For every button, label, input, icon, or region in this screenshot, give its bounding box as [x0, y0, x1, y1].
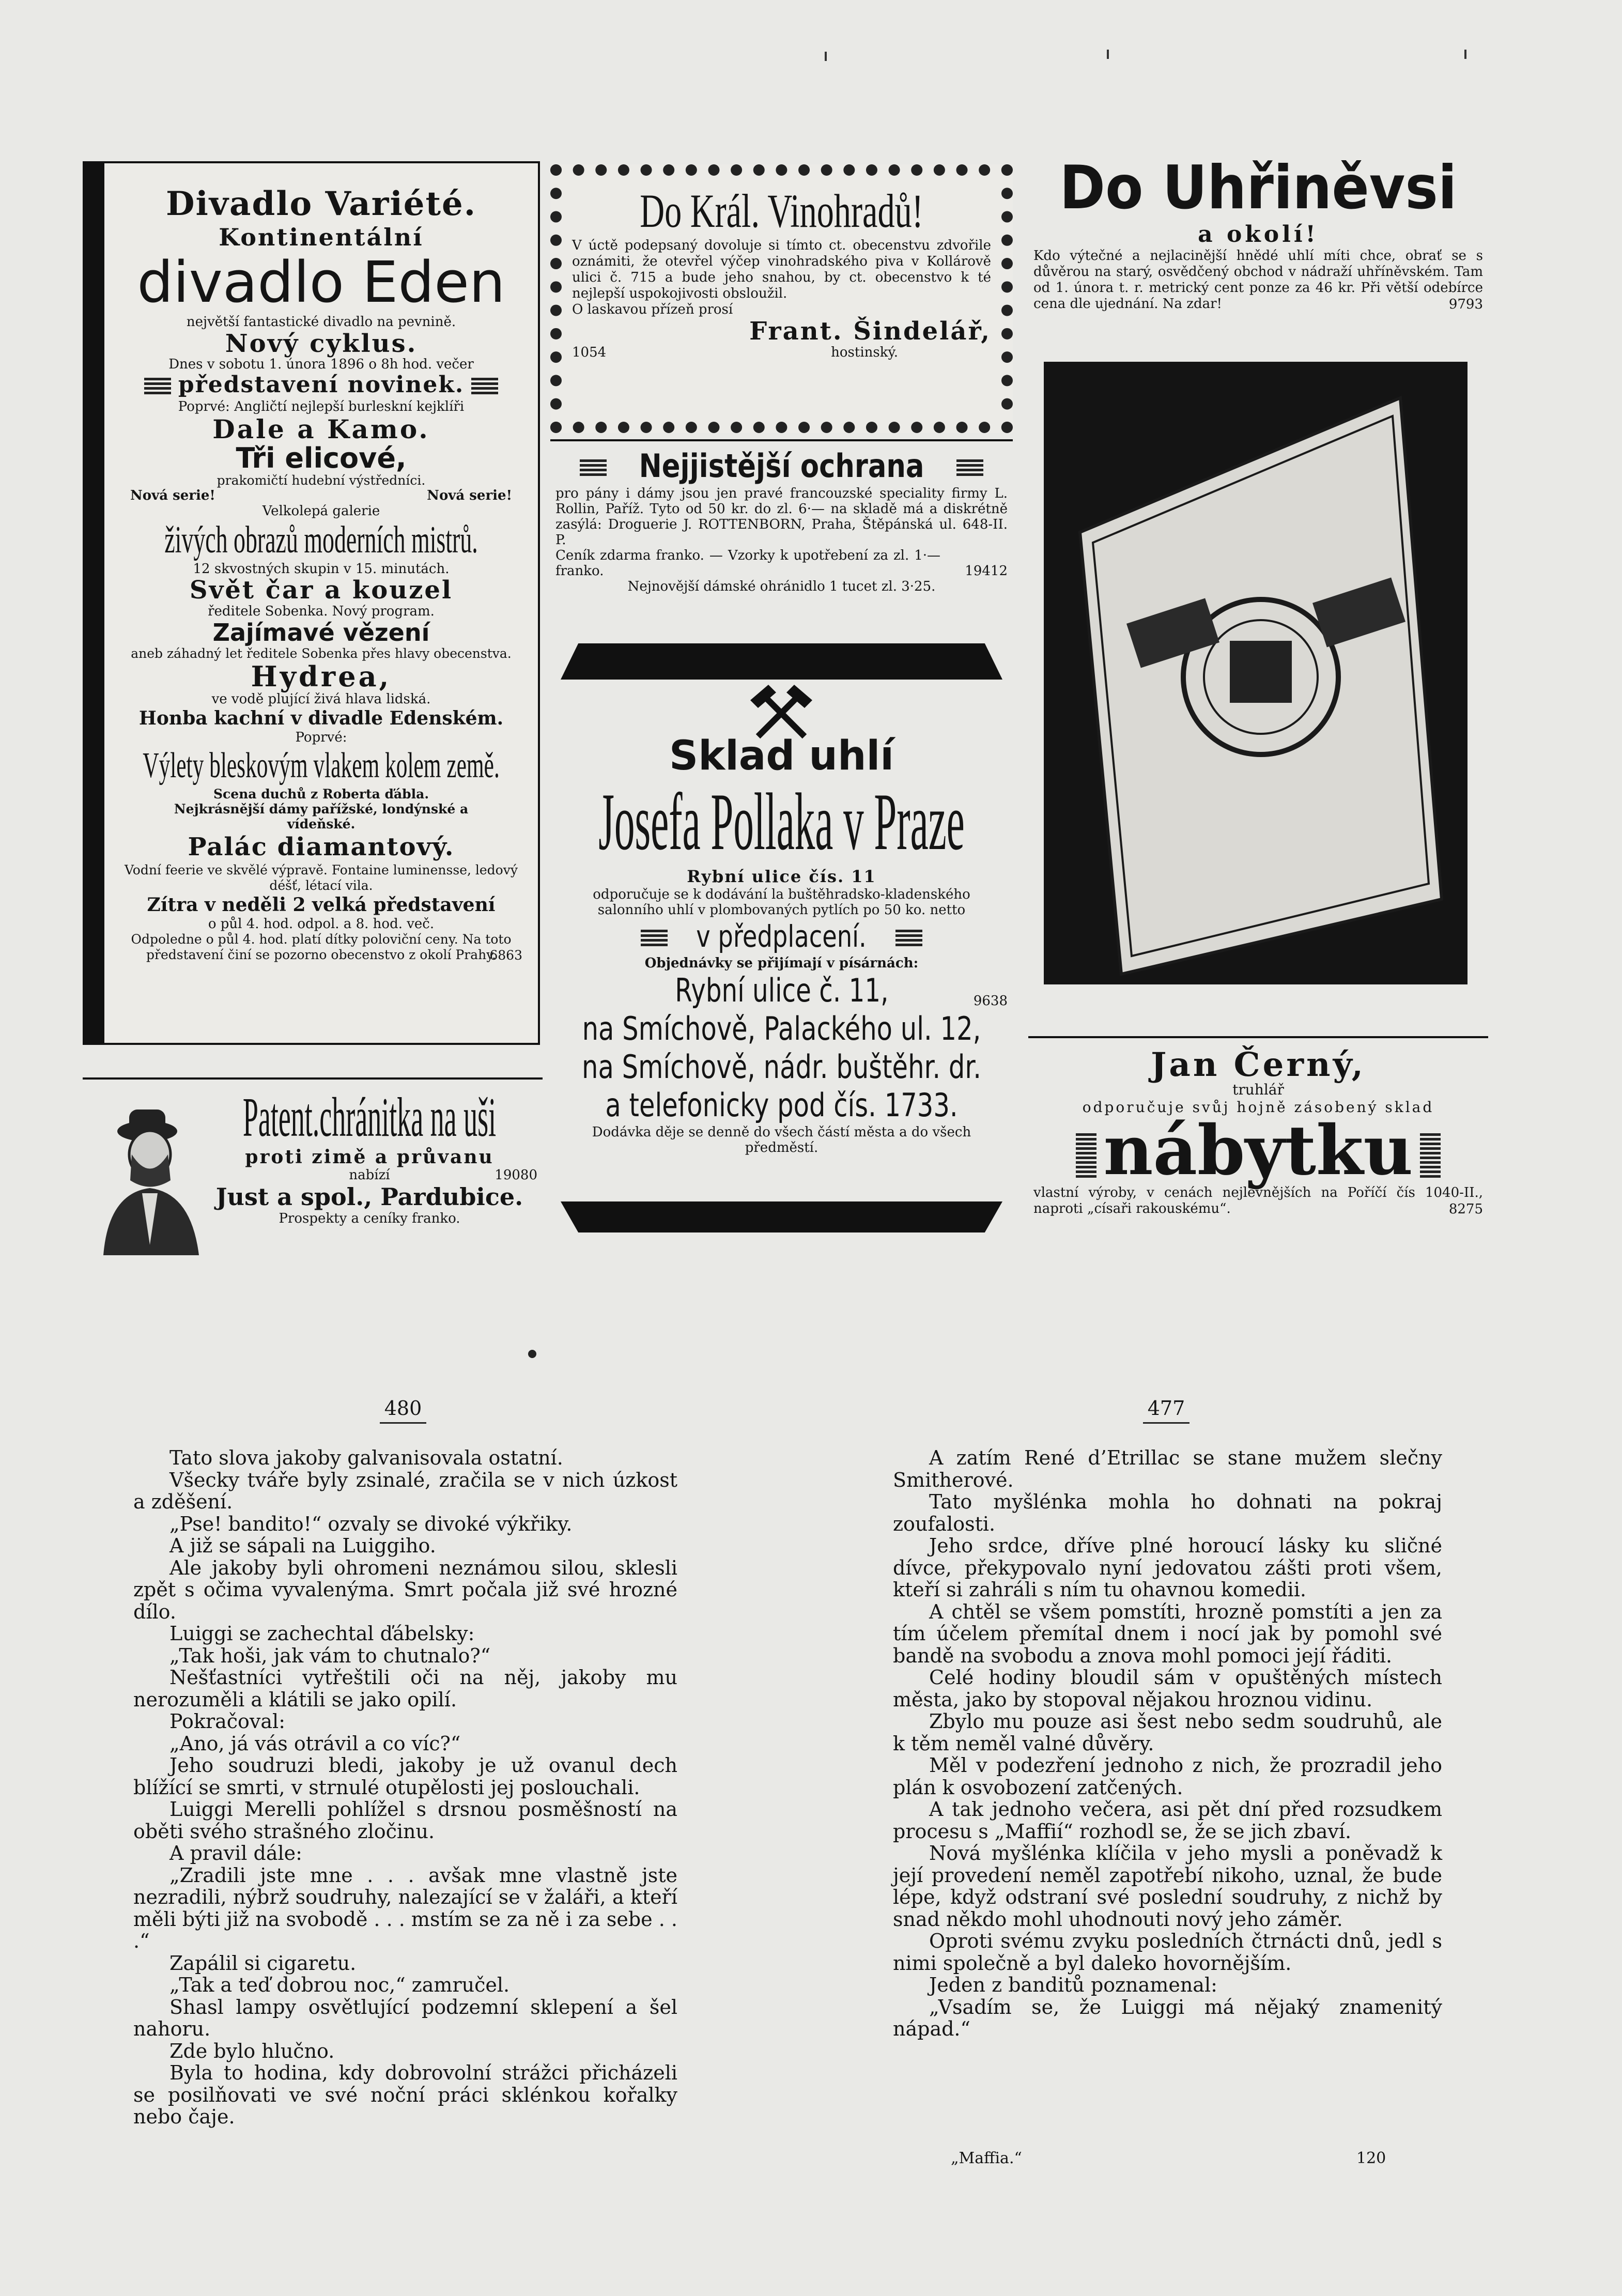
- paragraph: Byla to hodina, kdy dobrovolní strážci přicházeli se posilňovati ve své noční práci sklénkou kořalky nebo čaje.: [133, 2061, 677, 2128]
- pointing-hand-icon: [580, 459, 607, 477]
- cerny-name: Jan Černý,: [1151, 1045, 1366, 1084]
- cerny-big: [1028, 1111, 1488, 1191]
- ochrana-tail: Nejnovější dámské ohránidlo 1 tucet zl. 3·25.: [627, 579, 936, 594]
- cerny-line: odporučuje svůj hojně zásobený sklad: [1082, 1099, 1434, 1116]
- ad-patent: [83, 1077, 543, 1248]
- eden-date: Dnes v sobotu 1. února 1896 o 8h hod. večer: [168, 357, 474, 372]
- paragraph: Nešťastníci vytřeštili oči na něj, jakoby mu nerozuměli a klátili se jako opilí.: [133, 1666, 677, 1711]
- ad-zatkovy: [1044, 362, 1467, 984]
- eden-svet-sub: ředitele Sobenka. Nový program.: [208, 604, 435, 619]
- eden-svet: Svět čar a kouzel: [189, 576, 453, 605]
- eden-odpoledne: Odpoledne o půl 4. hod. platí dítky poloviční ceny. Na toto představení činí se pozorno obecenstvo z okolí Prahy.: [131, 932, 512, 962]
- paragraph: Tato myšlénka mohla ho dohnati na pokraj zoufalosti.: [893, 1490, 1442, 1535]
- eden-vylety: Výlety bleskovým vlakem kolem země.: [143, 746, 500, 785]
- paragraph: A chtěl se všem pomstíti, hrozně pomstíti a jen za tím účelem přemítal dnem i nocí jak by pomohl své bandě na svobodu a znova mohl pomoci její řáditi.: [893, 1600, 1442, 1667]
- paragraph: Celé hodiny bloudil sám v opuštěných místech města, jako by stopoval nějakou hroznou vidinu.: [893, 1666, 1442, 1711]
- uhrineves-sub: a okolí!: [1198, 221, 1319, 248]
- ochrana-number: 19412: [965, 563, 1008, 579]
- scan-mark: [1107, 50, 1109, 59]
- pointing-hand-icon: [1420, 1133, 1441, 1180]
- footer-title: „Maffia.“: [951, 2149, 1022, 2167]
- paragraph: Luiggi Merelli pohlížel s drsnou posměšností na oběti svého strašného zločinu.: [133, 1798, 677, 1843]
- ochrana-title: [555, 446, 1008, 486]
- uhli-addr1: [550, 972, 1013, 1010]
- eden-palac: Palác diamantový.: [188, 833, 455, 861]
- uhli-predplaceni-text: v předplacení.: [696, 919, 867, 954]
- uhli-dodavka: Dodávka děje se denně do všech částí města a do všech předměstí.: [592, 1124, 971, 1155]
- paragraph: Všecky tváře byly zsinalé, zračila se v nich úzkost a zděšení.: [133, 1468, 677, 1513]
- uhli-addr1-number: 9638: [973, 993, 1008, 1009]
- eden-hydrea-sub: ve vodě plující živá hlava lidská.: [211, 691, 431, 707]
- paragraph: Zapálil si cigaretu.: [169, 1951, 357, 1975]
- nova-serie-right: Nová serie!: [427, 488, 512, 503]
- eden-title: Divadlo Variété.: [165, 184, 477, 223]
- uhrineves-title: Do Uhřiněvsi: [1059, 153, 1457, 223]
- paragraph: Jeho srdce, dříve plné horoucí lásky ku sličné dívce, překypovalo nyní jedovatou zášti proti všem, kteří si zahráli s ním tu ohavnou komedii.: [893, 1534, 1442, 1601]
- ochrana-price: Ceník zdarma franko. — Vzorky k upotřebení za zl. 1·— franko.: [555, 548, 940, 579]
- paragraph: „Zradili jste mne . . . avšak mne vlastně jste nezradili, nýbrž soudruhy, nalezající se v žaláři, a kteří měli býti již na svobodě . . . mstím se za ně i za sebe . . .“: [133, 1863, 677, 1952]
- nova-serie-left: Nová serie!: [130, 488, 215, 503]
- footer-sheet-number: 120: [1356, 2149, 1386, 2167]
- paragraph: Jeho soudruzi bledi, jakoby je už ovanul dech blížící se smrti, v strnulé otupělosti jej poslouchali.: [133, 1754, 677, 1799]
- eden-honba: Honba kachní v divadle Edenském.: [138, 707, 504, 729]
- patent-nabizi: [196, 1167, 543, 1183]
- patent-note: Prospekty a ceníky franko.: [279, 1211, 460, 1226]
- eden-scena: Scena duchů z Roberta ďábla.: [213, 787, 429, 802]
- paragraph: Shasl lampy osvětlující podzemní sklepení a šel nahoru.: [133, 1995, 677, 2040]
- patent-firm: Just a spol., Pardubice.: [215, 1183, 523, 1211]
- paragraph: A pravil dále:: [169, 1842, 302, 1864]
- paragraph: A již se sápali na Luiggiho.: [169, 1534, 436, 1557]
- vinohrady-footer: [572, 345, 991, 360]
- paragraph: A zatím René d’Etrillac se stane mužem slečny Smitherové.: [893, 1446, 1442, 1491]
- eden-subtitle: Kontinentální: [219, 223, 424, 251]
- ad-uhli: [550, 643, 1013, 1232]
- eden-vezeni-sub: aneb záhadný let ředitele Sobenka přes hlavy obecenstva.: [131, 646, 512, 661]
- paragraph: Luiggi se zachechtal ďábelsky:: [169, 1622, 475, 1645]
- scan-mark: [1464, 50, 1466, 59]
- paragraph: „Tak a teď dobrou noc,“ zamručel.: [169, 1974, 510, 1996]
- paragraph: Měl v podezření jednoho z nich, že prozradil jeho plán k osvobození zatčených.: [893, 1754, 1442, 1799]
- eden-tag: největší fantastické divadlo na pevnině.: [186, 314, 456, 330]
- uhli-addr2: na Smíchově, Palackého ul. 12,: [582, 1010, 981, 1047]
- uhli-addr4: a telefonicky pod čís. 1733.: [605, 1086, 958, 1124]
- uhli-street: Rybní ulice čís. 11: [687, 867, 876, 886]
- ad-ochrana: [550, 439, 1013, 636]
- uhrineves-number: 9793: [1448, 297, 1483, 312]
- paragraph: Tato slova jakoby galvanisovala ostatní.: [169, 1446, 563, 1469]
- right-column-text: [893, 1447, 1442, 2040]
- ad-eden: [83, 161, 540, 1045]
- paragraph: A tak jednoho večera, asi pět dní před rozsudkem procesu s „Maffií“ rozhodl se, že se jich zbaví.: [893, 1798, 1442, 1843]
- paragraph: „Ano, já vás otrávil a co víc?“: [169, 1732, 461, 1755]
- eden-poprve: Poprvé:: [295, 730, 347, 745]
- vinohrady-name: Frant. Šindelář,: [749, 317, 991, 346]
- paragraph: „Tak hoši, jak vám to chutnalo?“: [169, 1644, 491, 1667]
- paragraph: „Vsadím se, že Luiggi má nějaký znamenitý nápad.“: [893, 1995, 1442, 2040]
- zatkovy-caption1: [1028, 991, 1488, 1009]
- page-number-rule-left: [380, 1422, 426, 1424]
- vinohrady-body: V úctě podepsaný dovoluje si tímto ct. obecenstvu zdvořile oznámiti, že otevřel výčep vinohradského piva v Kollárově ulici č. 715 a bude jeho snahou, by ct. obecenstvo k té nejlepší uspokojivosti obsloužil.: [572, 238, 991, 301]
- eden-galerie: Velkolepá galerie: [262, 503, 380, 519]
- ad-vinohrady: [550, 164, 1013, 433]
- paragraph: Pokračoval:: [169, 1710, 285, 1733]
- paragraph: Zbylo mu pouze asi šest nebo sedm soudruhů, ale k těm neměl valné důvěry.: [893, 1710, 1442, 1755]
- cerny-role: truhlář: [1232, 1081, 1284, 1098]
- vinohrady-number: 1054: [572, 345, 607, 360]
- eden-nova-serie: [115, 488, 528, 503]
- uhli-bottom-bar: [561, 1201, 1002, 1232]
- noodle-box-illustration: [1044, 362, 1467, 984]
- page-number-left: 480: [384, 1397, 422, 1420]
- eden-first: Poprvé: Angličtí nejlepší burleskní kejklíři: [178, 399, 465, 414]
- eden-zitra-sub: o půl 4. hod. odpol. a 8. hod. več.: [208, 916, 435, 932]
- eden-obrazu-sub: 12 skvostných skupin v 15. minutách.: [193, 561, 450, 577]
- pointing-hand-icon: [956, 459, 983, 477]
- patent-title: Patent.chránitka na uši: [242, 1087, 497, 1148]
- uhli-firm: Josefa Pollaka v Praze: [598, 777, 965, 867]
- pointing-hand-icon: [144, 378, 171, 395]
- eden-number: 6863: [489, 948, 522, 963]
- paragraph: Zde bylo hlučno.: [169, 2039, 335, 2062]
- uhli-addr3: na Smíchově, nádr. buštěhr. dr.: [582, 1048, 981, 1086]
- ochrana-title-text: Nejjistější ochrana: [639, 447, 924, 485]
- paragraph: Nová myšlénka klíčila v jeho mysli a poněvadž k její provedení neměl zapotřebí nikoho, uznal, že bude lépe, když odstraní své poslední soudruhy, z nichž by snad někdo mohl uhodnouti nový jeho záměr.: [893, 1842, 1442, 1931]
- cerny-body: vlastní výroby, v cenách nejlevnějších na Poříčí čís 1040-II., naproti „císaři rakouskému“.: [1033, 1185, 1483, 1216]
- pointing-hand-icon: [471, 378, 498, 395]
- patent-sub: proti zimě a průvanu: [245, 1146, 494, 1168]
- uhli-predplaceni: [550, 918, 1013, 955]
- eden-vezeni: Zajímavé vězení: [212, 619, 430, 646]
- paragraph: Oproti svému zvyku posledních čtrnácti dnů, jedl s nimi společně a byl daleko hovornějším.: [893, 1930, 1442, 1975]
- ad-cerny: [1028, 1036, 1488, 1248]
- separator-dot: [528, 1350, 536, 1358]
- patent-number: 19080: [495, 1167, 537, 1183]
- cerny-big-text: nábytku: [1103, 1111, 1413, 1191]
- eden-palac-sub: Vodní feerie ve skvělé výpravě. Fontaine luminensse, ledový déšť, létací vila.: [125, 862, 518, 893]
- page-number-rule-right: [1143, 1422, 1190, 1424]
- uhli-addr1-text: Rybní ulice č. 11,: [674, 972, 889, 1009]
- ochrana-body: pro pány i dámy jsou jen pravé francouzské speciality firmy L. Rollin, Paříž. Tyto od 50 kr. do zl. 6·— na skladě má a diskrétně zasýlá: Droguerie J. ROTTENBORN, Praha, Štěpánská ul. 648-II. P.: [555, 486, 1008, 548]
- eden-tri: Tři elicové,: [236, 442, 407, 474]
- eden-tri-sub: prakomičtí hudební výstředníci.: [217, 473, 426, 488]
- paragraph: Ale jakoby byli ohromeni neznámou silou, sklesli zpět s očima vyvalenýma. Smrt počala již své hrozné dílo.: [133, 1556, 677, 1623]
- eden-damy: Nejkrásnější dámy pařížské, londýnské a vídeňské.: [174, 802, 469, 831]
- cerny-number: 8275: [1448, 1201, 1483, 1217]
- uhli-top-bar: [561, 643, 1002, 680]
- ad-uhrineves: [1028, 155, 1488, 341]
- uhli-body: odporučuje se k dodávání la buštěhradsko-kladenského salonního uhlí v plombovaných pytlích po 50 ko. netto: [593, 887, 970, 918]
- page-number-right: 477: [1147, 1397, 1185, 1420]
- vinohrady-request: O laskavou přízeň prosí: [572, 302, 733, 317]
- uhrineves-body: Kdo výtečné a nejlacinější hnědé uhlí míti chce, obrať se s důvěrou na starý, osvědčený obchod v nádraží uhříněvském. Tam od 1. února t. r. metrický cent ponze za 46 kr. Při větší odebírce cena dle ujednání. Na zdar!: [1033, 248, 1483, 312]
- eden-obrazu: živých obrazů moderních mistrů.: [164, 519, 478, 561]
- pointing-hand-icon: [895, 930, 922, 947]
- uhli-title: Sklad uhlí: [669, 733, 894, 779]
- pointing-hand-icon: [1076, 1133, 1096, 1180]
- scan-mark: [825, 52, 827, 61]
- eden-premieres-text: představení novinek.: [178, 372, 465, 398]
- left-column-text: [133, 1447, 677, 2128]
- vinohrady-role: hostinský.: [831, 345, 898, 360]
- eden-zitra: Zítra v neděli 2 velká představení: [147, 894, 496, 916]
- uhli-objednavky: Objednávky se přijímají v písárnách:: [644, 956, 919, 971]
- eden-dale: Dale a Kamo.: [212, 414, 430, 444]
- eden-cycle: Nový cyklus.: [225, 329, 418, 358]
- eden-hydrea: Hydrea,: [251, 660, 392, 693]
- pointing-hand-icon: [641, 930, 668, 947]
- eden-premieres: [115, 372, 528, 398]
- paragraph: „Pse! bandito!“ ozvaly se divoké výkřiky.: [169, 1512, 573, 1535]
- vinohrady-title: Do Král. Vinohradů!: [640, 184, 923, 237]
- eden-name: divadlo Eden: [137, 249, 505, 315]
- patent-nabizi-text: nabízí: [349, 1167, 390, 1183]
- paragraph: Jeden z banditů poznamenal:: [929, 1974, 1217, 1996]
